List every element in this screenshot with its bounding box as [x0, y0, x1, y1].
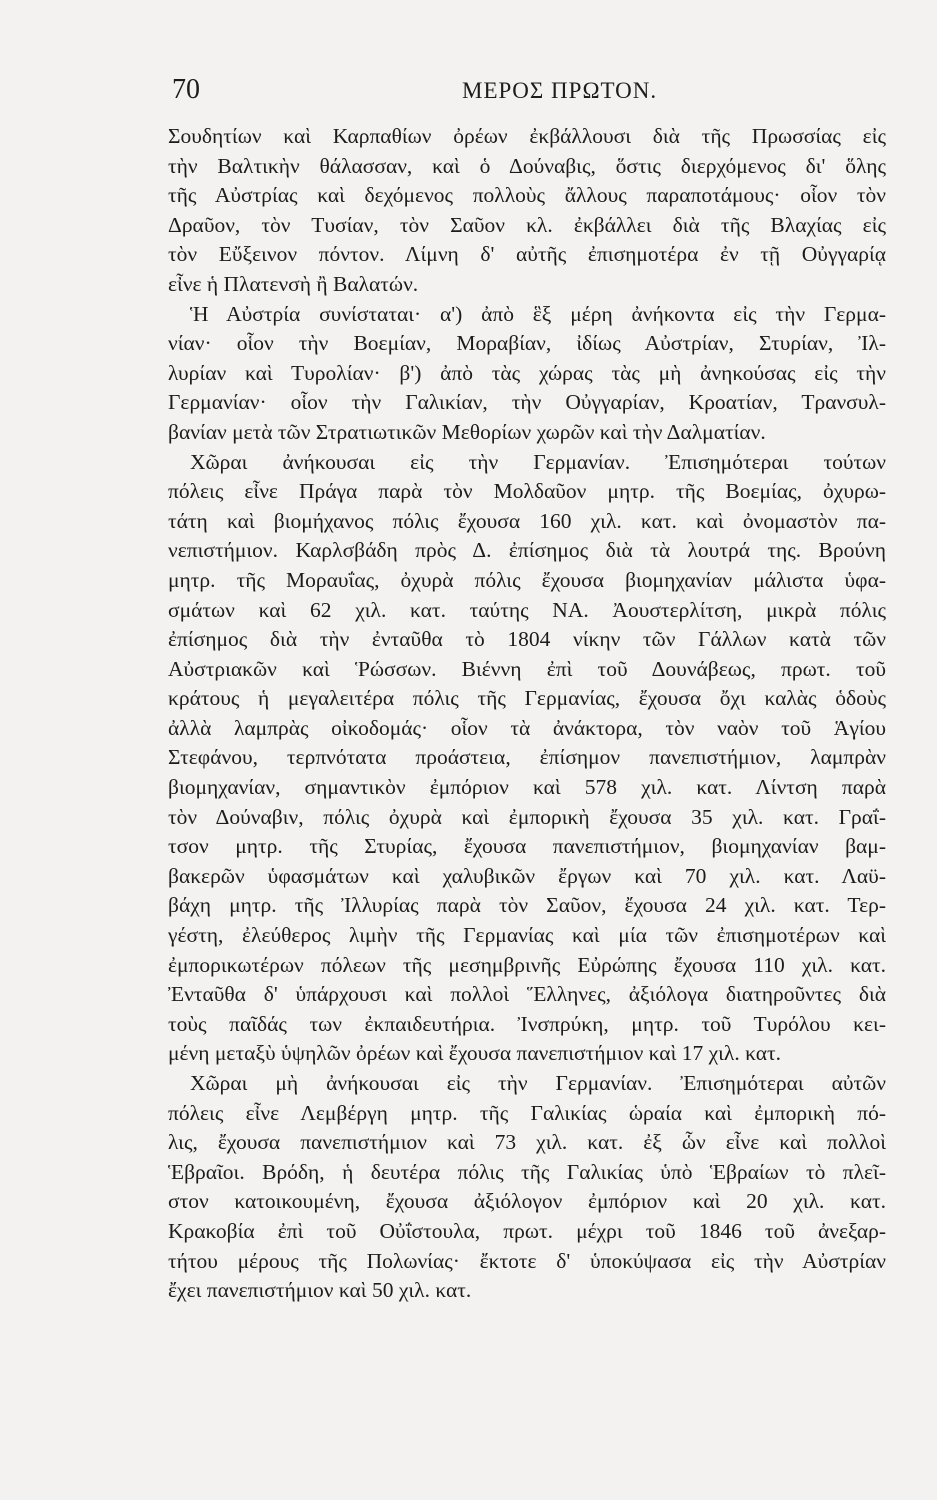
text-line: πόλεις εἶνε Πράγα παρὰ τὸν Μολδαῦον μητρ. τῆς Βοεμίας, ὀχυρω-	[168, 479, 886, 504]
paragraph-start-line: Χῶραι μὴ ἀνήκουσαι εἰς τὴν Γερμανίαν. Ἐπισημότεραι αὐτῶν	[190, 1071, 886, 1095]
text-line: μένη μεταξὺ ὑψηλῶν ὀρέων καὶ ἔχουσα πανεπιστήμιον καὶ 17 χιλ. κατ.	[168, 1041, 782, 1066]
text-line: μητρ. τῆς Μοραυΐας, ὀχυρὰ πόλις ἔχουσα βιομηχανίαν μάλιστα ὑφα-	[168, 567, 886, 592]
text-line: Σουδητίων καὶ Καρπαθίων ὀρέων ἐκβάλλουσι διὰ τῆς Πρωσσίας εἰς	[168, 124, 886, 148]
text-line: βακερῶν ὑφασμάτων καὶ χαλυβικῶν ἔργων καὶ 70 χιλ. κατ. Λαϋ-	[168, 863, 886, 888]
text-line: τσον μητρ. τῆς Στυρίας, ἔχουσα πανεπιστήμιον, βιομηχανίαν βαμ-	[168, 834, 886, 859]
text-line: τάτη καὶ βιομήχανος πόλις ἔχουσα 160 χιλ. κατ. καὶ ὀνομαστὸν πα-	[168, 508, 886, 533]
text-line: σμάτων καὶ 62 χιλ. κατ. ταύτης ΝΑ. Ἀουστερλίτση, μικρὰ πόλις	[168, 597, 886, 622]
text-line: νίαν· οἷον τὴν Βοεμίαν, Μοραβίαν, ἰδίως Αὐστρίαν, Στυρίαν, Ἰλ-	[168, 331, 886, 356]
text-line: ἀλλὰ λαμπρὰς οἰκοδομάς· οἷον τὰ ἀνάκτορα, τὸν ναὸν τοῦ Ἁγίου	[168, 715, 886, 740]
text-line: Στεφάνου, τερπνότατα προάστεια, ἐπίσημον πανεπιστήμιον, λαμπρὰν	[168, 745, 886, 770]
running-head: ΜΕΡΟΣ ΠΡΩΤΟΝ.	[462, 78, 658, 103]
page-header	[168, 74, 888, 104]
text-line: τοὺς παῖδάς των ἐκπαιδευτήρια. Ἰνσπρύκη, μητρ. τοῦ Τυρόλου κει-	[168, 1011, 886, 1036]
text-line: βιομηχανίαν, σημαντικὸν ἐμπόριον καὶ 578 χιλ. κατ. Λίντση παρὰ	[168, 775, 886, 800]
text-line: ἐμπορικωτέρων πόλεων τῆς μεσημβρινῆς Εὐρώπης ἔχουσα 110 χιλ. κατ.	[168, 952, 886, 977]
text-line: Δραῦον, τὸν Τυσίαν, τὸν Σαῦον κλ. ἐκβάλλει διὰ τῆς Βλαχίας εἰς	[168, 212, 886, 237]
text-line: νεπιστήμιον. Καρλσβάδη πρὸς Δ. ἐπίσημος διὰ τὰ λουτρά της. Βρούνη	[168, 538, 886, 563]
text-line: τὸν Δούναβιν, πόλις ὀχυρὰ καὶ ἐμπορικὴ ἔχουσα 35 χιλ. κατ. Γραΐ-	[168, 804, 886, 829]
text-line: τὴν Βαλτικὴν θάλασσαν, καὶ ὁ Δούναβις, ὅστις διερχόμενος δι' ὅλης	[168, 153, 886, 178]
text-line: λυρίαν καὶ Τυρολίαν· β') ἀπὸ τὰς χώρας τὰς μὴ ἀνηκούσας εἰς τὴν	[168, 360, 886, 385]
text-line: Ἑβραῖοι. Βρόδη, ἡ δευτέρα πόλις τῆς Γαλικίας ὑπὸ Ἑβραίων τὸ πλεῖ-	[168, 1159, 886, 1184]
text-line: τήτου μέρους τῆς Πολωνίας· ἔκτοτε δ' ὑποκύψασα εἰς τὴν Αὐστρίαν	[168, 1248, 886, 1273]
text-line: εἶνε ἡ Πλατενσὴ ἢ Βαλατών.	[168, 271, 419, 296]
text-line: Αὐστριακῶν καὶ Ῥώσσων. Βιέννη ἐπὶ τοῦ Δουνάβεως, πρωτ. τοῦ	[168, 656, 886, 681]
text-line: Κρακοβία ἐπὶ τοῦ Οὐΐστουλα, πρωτ. μέχρι τοῦ 1846 τοῦ ἀνεξαρ-	[168, 1218, 886, 1243]
text-line: στον κατοικουμένη, ἔχουσα ἀξιόλογον ἐμπόριον καὶ 20 χιλ. κατ.	[168, 1189, 886, 1214]
text-line: Γερμανίαν· οἷον τὴν Γαλικίαν, τὴν Οὐγγαρίαν, Κροατίαν, Τρανσυλ-	[168, 390, 886, 415]
text-line: ἐπίσημος διὰ τὴν ἐνταῦθα τὸ 1804 νίκην τῶν Γάλλων κατὰ τῶν	[168, 627, 886, 652]
text-line: ἔχει πανεπιστήμιον καὶ 50 χιλ. κατ.	[168, 1278, 472, 1303]
paragraph-start-line: Ἡ Αὐστρία συνίσταται· α') ἀπὸ ἓξ μέρη ἀνήκοντα εἰς τὴν Γερμα-	[190, 301, 886, 326]
text-line: Ἐνταῦθα δ' ὑπάρχουσι καὶ πολλοὶ Ἕλληνες, ἀξιόλογα διατηροῦντες διὰ	[168, 982, 886, 1007]
text-line: τὸν Εὔξεινον πόντον. Λίμνη δ' αὐτῆς ἐπισημοτέρα ἐν τῇ Οὐγγαρίᾳ	[168, 242, 886, 267]
page-number: 70	[172, 74, 200, 105]
text-line: λις, ἔχουσα πανεπιστήμιον καὶ 73 χιλ. κατ. ἐξ ὧν εἶνε καὶ πολλοὶ	[168, 1130, 886, 1155]
text-line: τῆς Αὐστρίας καὶ δεχόμενος πολλοὺς ἄλλους παραποτάμους· οἷον τὸν	[168, 183, 886, 208]
text-line: πόλεις εἶνε Λεμβέργη μητρ. τῆς Γαλικίας ὡραία καὶ ἐμπορικὴ πό-	[168, 1100, 886, 1125]
text-line: γέστη, ἐλεύθερος λιμὴν τῆς Γερμανίας καὶ μία τῶν ἐπισημοτέρων καὶ	[168, 923, 886, 948]
text-line: βάχη μητρ. τῆς Ἰλλυρίας παρὰ τὸν Σαῦον, ἔχουσα 24 χιλ. κατ. Τερ-	[168, 893, 886, 918]
text-line: κράτους ἡ μεγαλειτέρα πόλις τῆς Γερμανίας, ἔχουσα ὄχι καλὰς ὁδοὺς	[168, 686, 886, 711]
paragraph-start-line: Χῶραι ἀνήκουσαι εἰς τὴν Γερμανίαν. Ἐπισημότεραι τούτων	[190, 449, 886, 474]
text-line: βανίαν μετὰ τῶν Στρατιωτικῶν Μεθορίων χωρῶν καὶ τὴν Δαλματίαν.	[168, 419, 766, 444]
body-text	[168, 122, 886, 1306]
